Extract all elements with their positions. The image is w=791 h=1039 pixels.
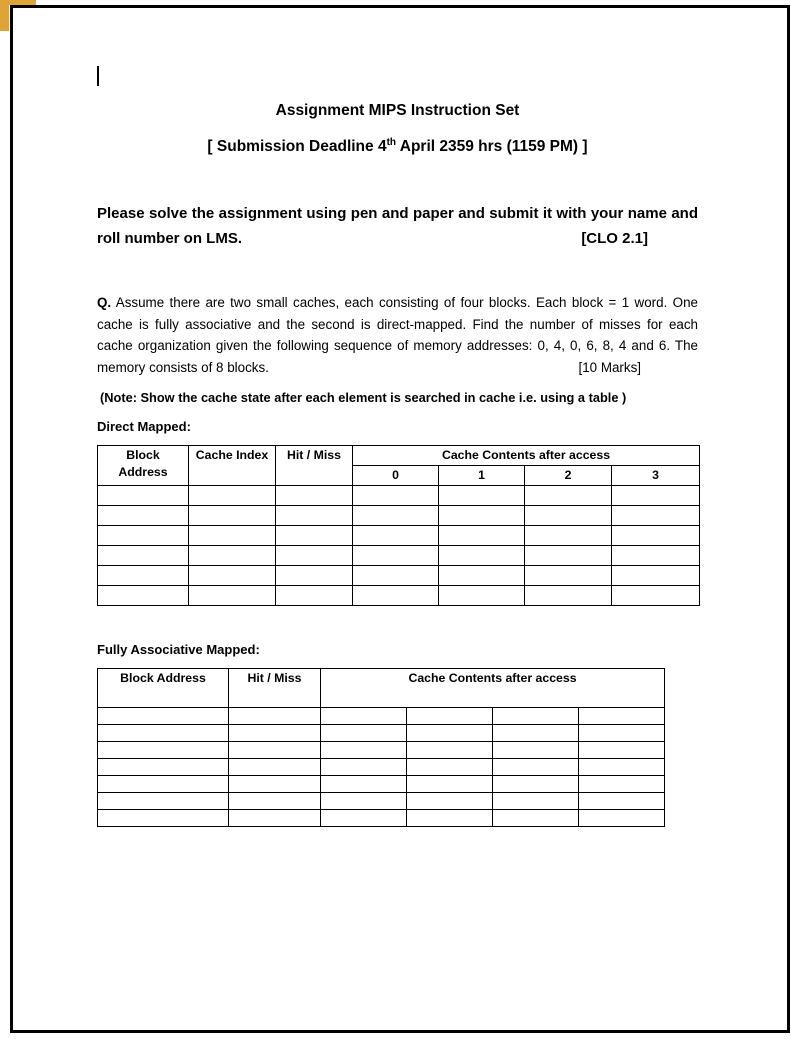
empty-cell[interactable]: [579, 742, 665, 759]
empty-cell[interactable]: [229, 810, 321, 827]
empty-cell[interactable]: [98, 742, 229, 759]
empty-cell[interactable]: [493, 793, 579, 810]
empty-cell[interactable]: [229, 708, 321, 725]
empty-cell[interactable]: [439, 566, 525, 586]
empty-cell[interactable]: [98, 566, 189, 586]
fully-associative-table-header: [98, 669, 665, 708]
empty-cell[interactable]: [407, 759, 493, 776]
empty-cell[interactable]: [439, 506, 525, 526]
empty-cell[interactable]: [493, 810, 579, 827]
empty-cell[interactable]: [98, 526, 189, 546]
empty-cell[interactable]: [579, 708, 665, 725]
empty-cell[interactable]: [353, 566, 439, 586]
empty-cell[interactable]: [229, 742, 321, 759]
empty-cell[interactable]: [525, 546, 612, 566]
empty-cell[interactable]: [229, 776, 321, 793]
empty-cell[interactable]: [276, 546, 353, 566]
empty-cell[interactable]: [98, 546, 189, 566]
instructions-paragraph: [97, 201, 698, 251]
empty-cell[interactable]: [407, 810, 493, 827]
direct-mapped-table-header: [98, 446, 700, 486]
empty-cell[interactable]: [353, 586, 439, 606]
empty-cell[interactable]: [189, 526, 276, 546]
empty-cell[interactable]: [439, 486, 525, 506]
col-subheader-1: 1: [439, 466, 525, 486]
empty-cell[interactable]: [353, 486, 439, 506]
empty-cell[interactable]: [276, 486, 353, 506]
empty-cell[interactable]: [189, 566, 276, 586]
empty-cell[interactable]: [229, 759, 321, 776]
empty-cell[interactable]: [321, 776, 407, 793]
empty-cell[interactable]: [98, 486, 189, 506]
empty-cell[interactable]: [98, 708, 229, 725]
table-row: [98, 546, 700, 566]
col-header-cache-contents: Cache Contents after access: [321, 669, 665, 708]
empty-cell[interactable]: [579, 725, 665, 742]
direct-mapped-table-body: [98, 486, 700, 606]
empty-cell[interactable]: [612, 566, 700, 586]
table-row: [98, 810, 665, 827]
empty-cell[interactable]: [98, 586, 189, 606]
empty-cell[interactable]: [525, 566, 612, 586]
submission-deadline: [97, 137, 698, 156]
empty-cell[interactable]: [439, 586, 525, 606]
table-row: [98, 742, 665, 759]
empty-cell[interactable]: [407, 725, 493, 742]
empty-cell[interactable]: [407, 793, 493, 810]
empty-cell[interactable]: [276, 506, 353, 526]
col-header-block-address: Block Address: [98, 669, 229, 708]
instructions-text: Please solve the assignment using pen and paper and submit it with your name and roll number on LMS.: [97, 205, 698, 248]
empty-cell[interactable]: [353, 546, 439, 566]
deadline-prefix: [ Submission Deadline 4: [207, 138, 387, 156]
col-subheader-3: 3: [612, 466, 700, 486]
table-row: [98, 725, 665, 742]
empty-cell[interactable]: [98, 506, 189, 526]
text-cursor: [97, 66, 99, 86]
empty-cell[interactable]: [579, 793, 665, 810]
col-subheader-2: 2: [525, 466, 612, 486]
empty-cell[interactable]: [579, 776, 665, 793]
table-row: [98, 566, 700, 586]
empty-cell[interactable]: [229, 793, 321, 810]
header-row: [98, 669, 665, 708]
empty-cell[interactable]: [353, 506, 439, 526]
table-row: [98, 486, 700, 506]
empty-cell[interactable]: [407, 708, 493, 725]
empty-cell[interactable]: [407, 742, 493, 759]
empty-cell[interactable]: [439, 526, 525, 546]
empty-cell[interactable]: [525, 526, 612, 546]
empty-cell[interactable]: [612, 586, 700, 606]
empty-cell[interactable]: [276, 586, 353, 606]
empty-cell[interactable]: [321, 793, 407, 810]
table-row: [98, 708, 665, 725]
empty-cell[interactable]: [98, 810, 229, 827]
empty-cell[interactable]: [493, 725, 579, 742]
question-text: Assume there are two small caches, each consisting of four blocks. Each block = 1 word. One cache is fully associative and the second is direct-mapped. Find the number of misses for each cache organization given the following sequence of memory addresses: 0, 4, 0, 6, 8, 4 and 6. The memory consists of 8 blocks.: [97, 295, 698, 375]
clo-tag: [CLO 2.1]: [581, 230, 648, 248]
empty-cell[interactable]: [189, 546, 276, 566]
fully-associative-table: [97, 668, 665, 827]
empty-cell[interactable]: [98, 759, 229, 776]
deadline-ordinal-suffix: th: [386, 137, 397, 148]
empty-cell[interactable]: [276, 566, 353, 586]
col-header-hit-miss: Hit / Miss: [229, 669, 321, 708]
empty-cell[interactable]: [276, 526, 353, 546]
empty-cell[interactable]: [493, 759, 579, 776]
empty-cell[interactable]: [98, 725, 229, 742]
empty-cell[interactable]: [493, 742, 579, 759]
fully-associative-heading: Fully Associative Mapped:: [97, 642, 260, 658]
empty-cell[interactable]: [439, 546, 525, 566]
col-subheader-0: 0: [353, 466, 439, 486]
empty-cell[interactable]: [321, 759, 407, 776]
empty-cell[interactable]: [321, 725, 407, 742]
empty-cell[interactable]: [189, 586, 276, 606]
empty-cell[interactable]: [98, 793, 229, 810]
table-row: [98, 759, 665, 776]
empty-cell[interactable]: [612, 526, 700, 546]
empty-cell[interactable]: [189, 506, 276, 526]
col-header-cache-contents: Cache Contents after access: [353, 446, 700, 466]
assignment-title: Assignment MIPS Instruction Set: [275, 102, 520, 119]
empty-cell[interactable]: [98, 776, 229, 793]
empty-cell[interactable]: [493, 776, 579, 793]
question-paragraph: [97, 292, 698, 378]
empty-cell[interactable]: [353, 526, 439, 546]
header-row: [98, 446, 700, 466]
empty-cell[interactable]: [407, 776, 493, 793]
document-content[interactable]: [13, 8, 787, 1030]
deadline-suffix: April 2359 hrs (1159 PM) ]: [396, 138, 588, 156]
col-header-block-address: Block Address: [98, 446, 189, 486]
empty-cell[interactable]: [579, 810, 665, 827]
empty-cell[interactable]: [525, 586, 612, 606]
col-header-cache-index: Cache Index: [189, 446, 276, 486]
fully-associative-table-body: [98, 708, 665, 827]
empty-cell[interactable]: [612, 506, 700, 526]
table-row: [98, 526, 700, 546]
empty-cell[interactable]: [321, 742, 407, 759]
empty-cell[interactable]: [229, 725, 321, 742]
note-line: (Note: Show the cache state after each element is searched in cache i.e. using a table ): [100, 390, 627, 406]
col-header-hit-miss: Hit / Miss: [276, 446, 353, 486]
table-row: [98, 506, 700, 526]
empty-cell[interactable]: [579, 759, 665, 776]
empty-cell[interactable]: [493, 708, 579, 725]
empty-cell[interactable]: [612, 486, 700, 506]
table-row: [98, 586, 700, 606]
empty-cell[interactable]: [525, 486, 612, 506]
table-row: [98, 776, 665, 793]
empty-cell[interactable]: [321, 708, 407, 725]
direct-mapped-table: [97, 445, 700, 606]
table-row: [98, 793, 665, 810]
empty-cell[interactable]: [525, 506, 612, 526]
question-label: Q.: [97, 295, 112, 311]
empty-cell[interactable]: [321, 810, 407, 827]
empty-cell[interactable]: [612, 546, 700, 566]
direct-mapped-heading: Direct Mapped:: [97, 419, 191, 435]
marks-tag: [10 Marks]: [578, 359, 641, 375]
empty-cell[interactable]: [189, 486, 276, 506]
